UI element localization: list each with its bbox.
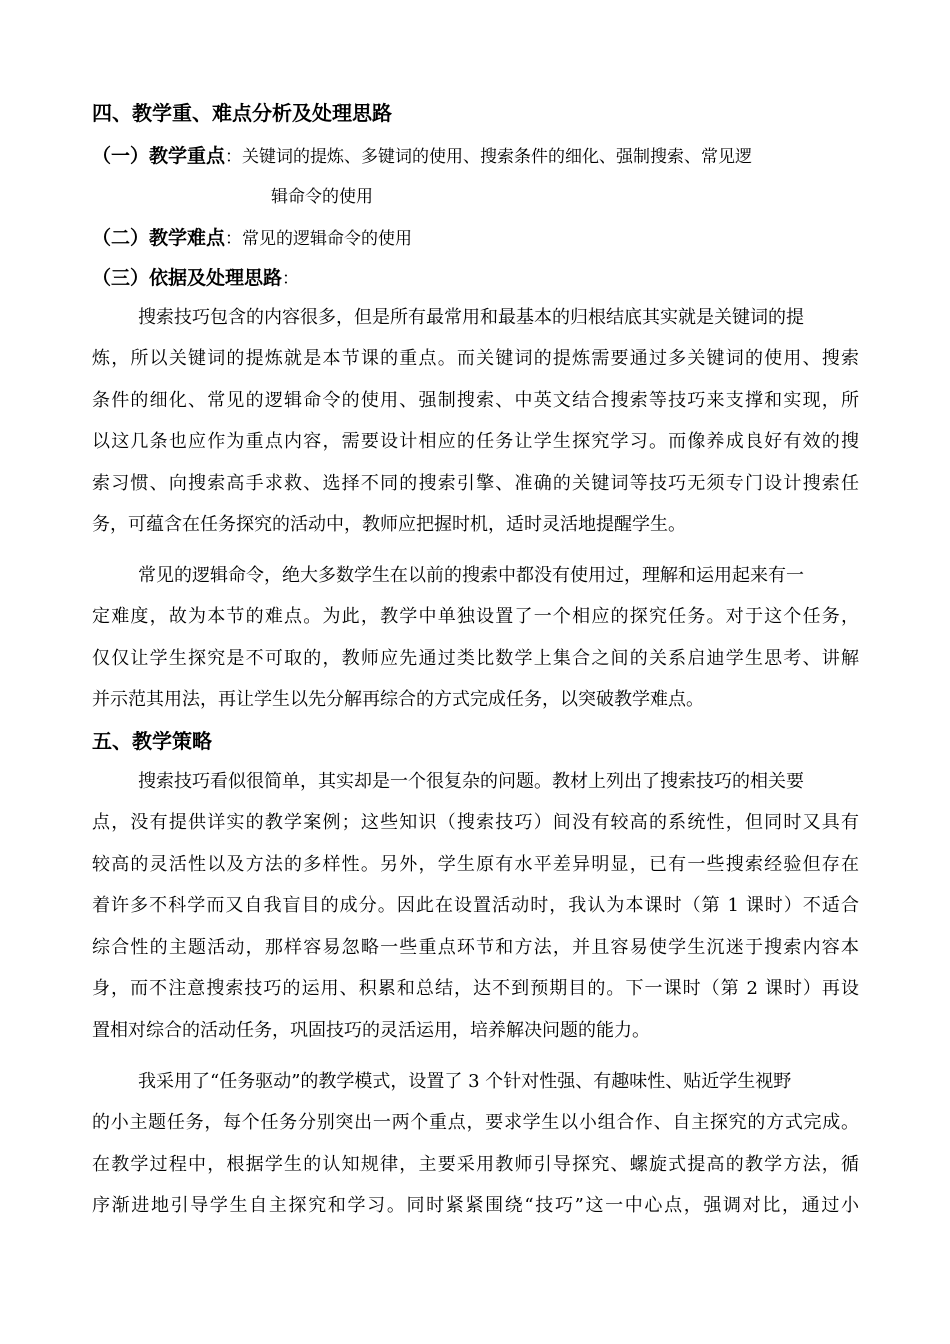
paragraph-line: 定难度，故为本节的难点。为此，教学中单独设置了一个相应的探究任务。对于这个任务， [92,606,859,627]
paragraph-line: 在教学过程中，根据学生的认知规律，主要采用教师引导探究、螺旋式提高的教学方法，循 [92,1154,859,1175]
paragraph-line: 我采用了“任务驱动”的教学模式，设置了 3 个针对性强、有趣味性、贴近学生视野 [138,1071,792,1092]
paragraph-line: 并示范其用法，再让学生以先分解再综合的方式完成任务，以突破教学难点。 [92,689,704,710]
difficult-points-text: 常见的逻辑命令的使用 [242,229,413,249]
paragraph-line: 点，没有提供详实的教学案例；这些知识（搜索技巧）间没有较高的系统性，但同时又具有 [92,812,859,833]
key-points-line [92,144,752,169]
paragraph-line: 置相对综合的活动任务，巩固技巧的灵活运用，培养解决问题的能力。 [92,1020,650,1041]
difficult-points-label: （二）教学难点 [92,227,226,249]
key-points-text-cont: 辑命令的使用 [271,187,373,207]
paragraph-line: 索习惯、向搜索高手求救、选择不同的搜索引擎、准确的关键词等技巧无须专门设计搜索任 [92,473,859,494]
paragraph-line: 炼，所以关键词的提炼就是本节课的重点。而关键词的提炼需要通过多关键词的使用、搜索 [92,348,859,369]
difficult-points-colon: ： [225,229,243,249]
paragraph-line: 仅仅让学生探究是不可取的，教师应先通过类比数学上集合之间的关系启迪学生思考、讲解 [92,648,859,669]
paragraph-line: 序渐进地引导学生自主探究和学习。同时紧紧围绕“技巧”这一中心点，强调对比，通过小 [92,1195,859,1216]
paragraph-line: 务，可蕴含在任务探究的活动中，教师应把握时机，适时灵活地提醒学生。 [92,514,686,535]
paragraph-line: 条件的细化、常见的逻辑命令的使用、强制搜索、中英文结合搜索等技巧来支撑和实现，所 [92,390,859,411]
paragraph-line: 综合性的主题活动，那样容易忽略一些重点环节和方法，并且容易使学生沉迷于搜索内容本 [92,937,859,958]
paragraph-line: 搜索技巧看似很简单，其实却是一个很复杂的问题。教材上列出了搜索技巧的相关要 [138,771,804,792]
paragraph-line: 着许多不科学而又自我盲目的成分。因此在设置活动时，我认为本课时（第 1 课时）不适合 [92,895,859,916]
section-4-title: 四、教学重、难点分析及处理思路 [92,101,392,125]
paragraph-line: 常见的逻辑命令，绝大多数学生在以前的搜索中都没有使用过，理解和运用起来有一 [138,565,804,586]
paragraph-line: 身，而不注意搜索技巧的运用、积累和总结，达不到预期目的。下一课时（第 2 课时）再设 [92,978,859,999]
key-points-text: 关键词的提炼、多键词的使用、搜索条件的细化、强制搜索、常见逻 [242,147,753,167]
basis-colon: ： [282,269,300,289]
key-points-label: （一）教学重点 [92,145,226,167]
basis-label: （三）依据及处理思路 [92,267,283,289]
paragraph-line: 的小主题任务，每个任务分别突出一两个重点，要求学生以小组合作、自主探究的方式完成。 [92,1112,859,1133]
difficult-points-line [92,226,412,251]
paragraph-line: 较高的灵活性以及方法的多样性。另外，学生原有水平差异明显，已有一些搜索经验但存在 [92,854,859,875]
basis-line [92,266,299,291]
key-points-colon: ： [225,147,243,167]
paragraph-line: 以这几条也应作为重点内容，需要设计相应的任务让学生探究学习。而像养成良好有效的搜 [92,431,859,452]
paragraph-line: 搜索技巧包含的内容很多，但是所有最常用和最基本的归根结底其实就是关键词的提 [138,307,804,328]
section-5-title: 五、教学策略 [92,729,212,753]
